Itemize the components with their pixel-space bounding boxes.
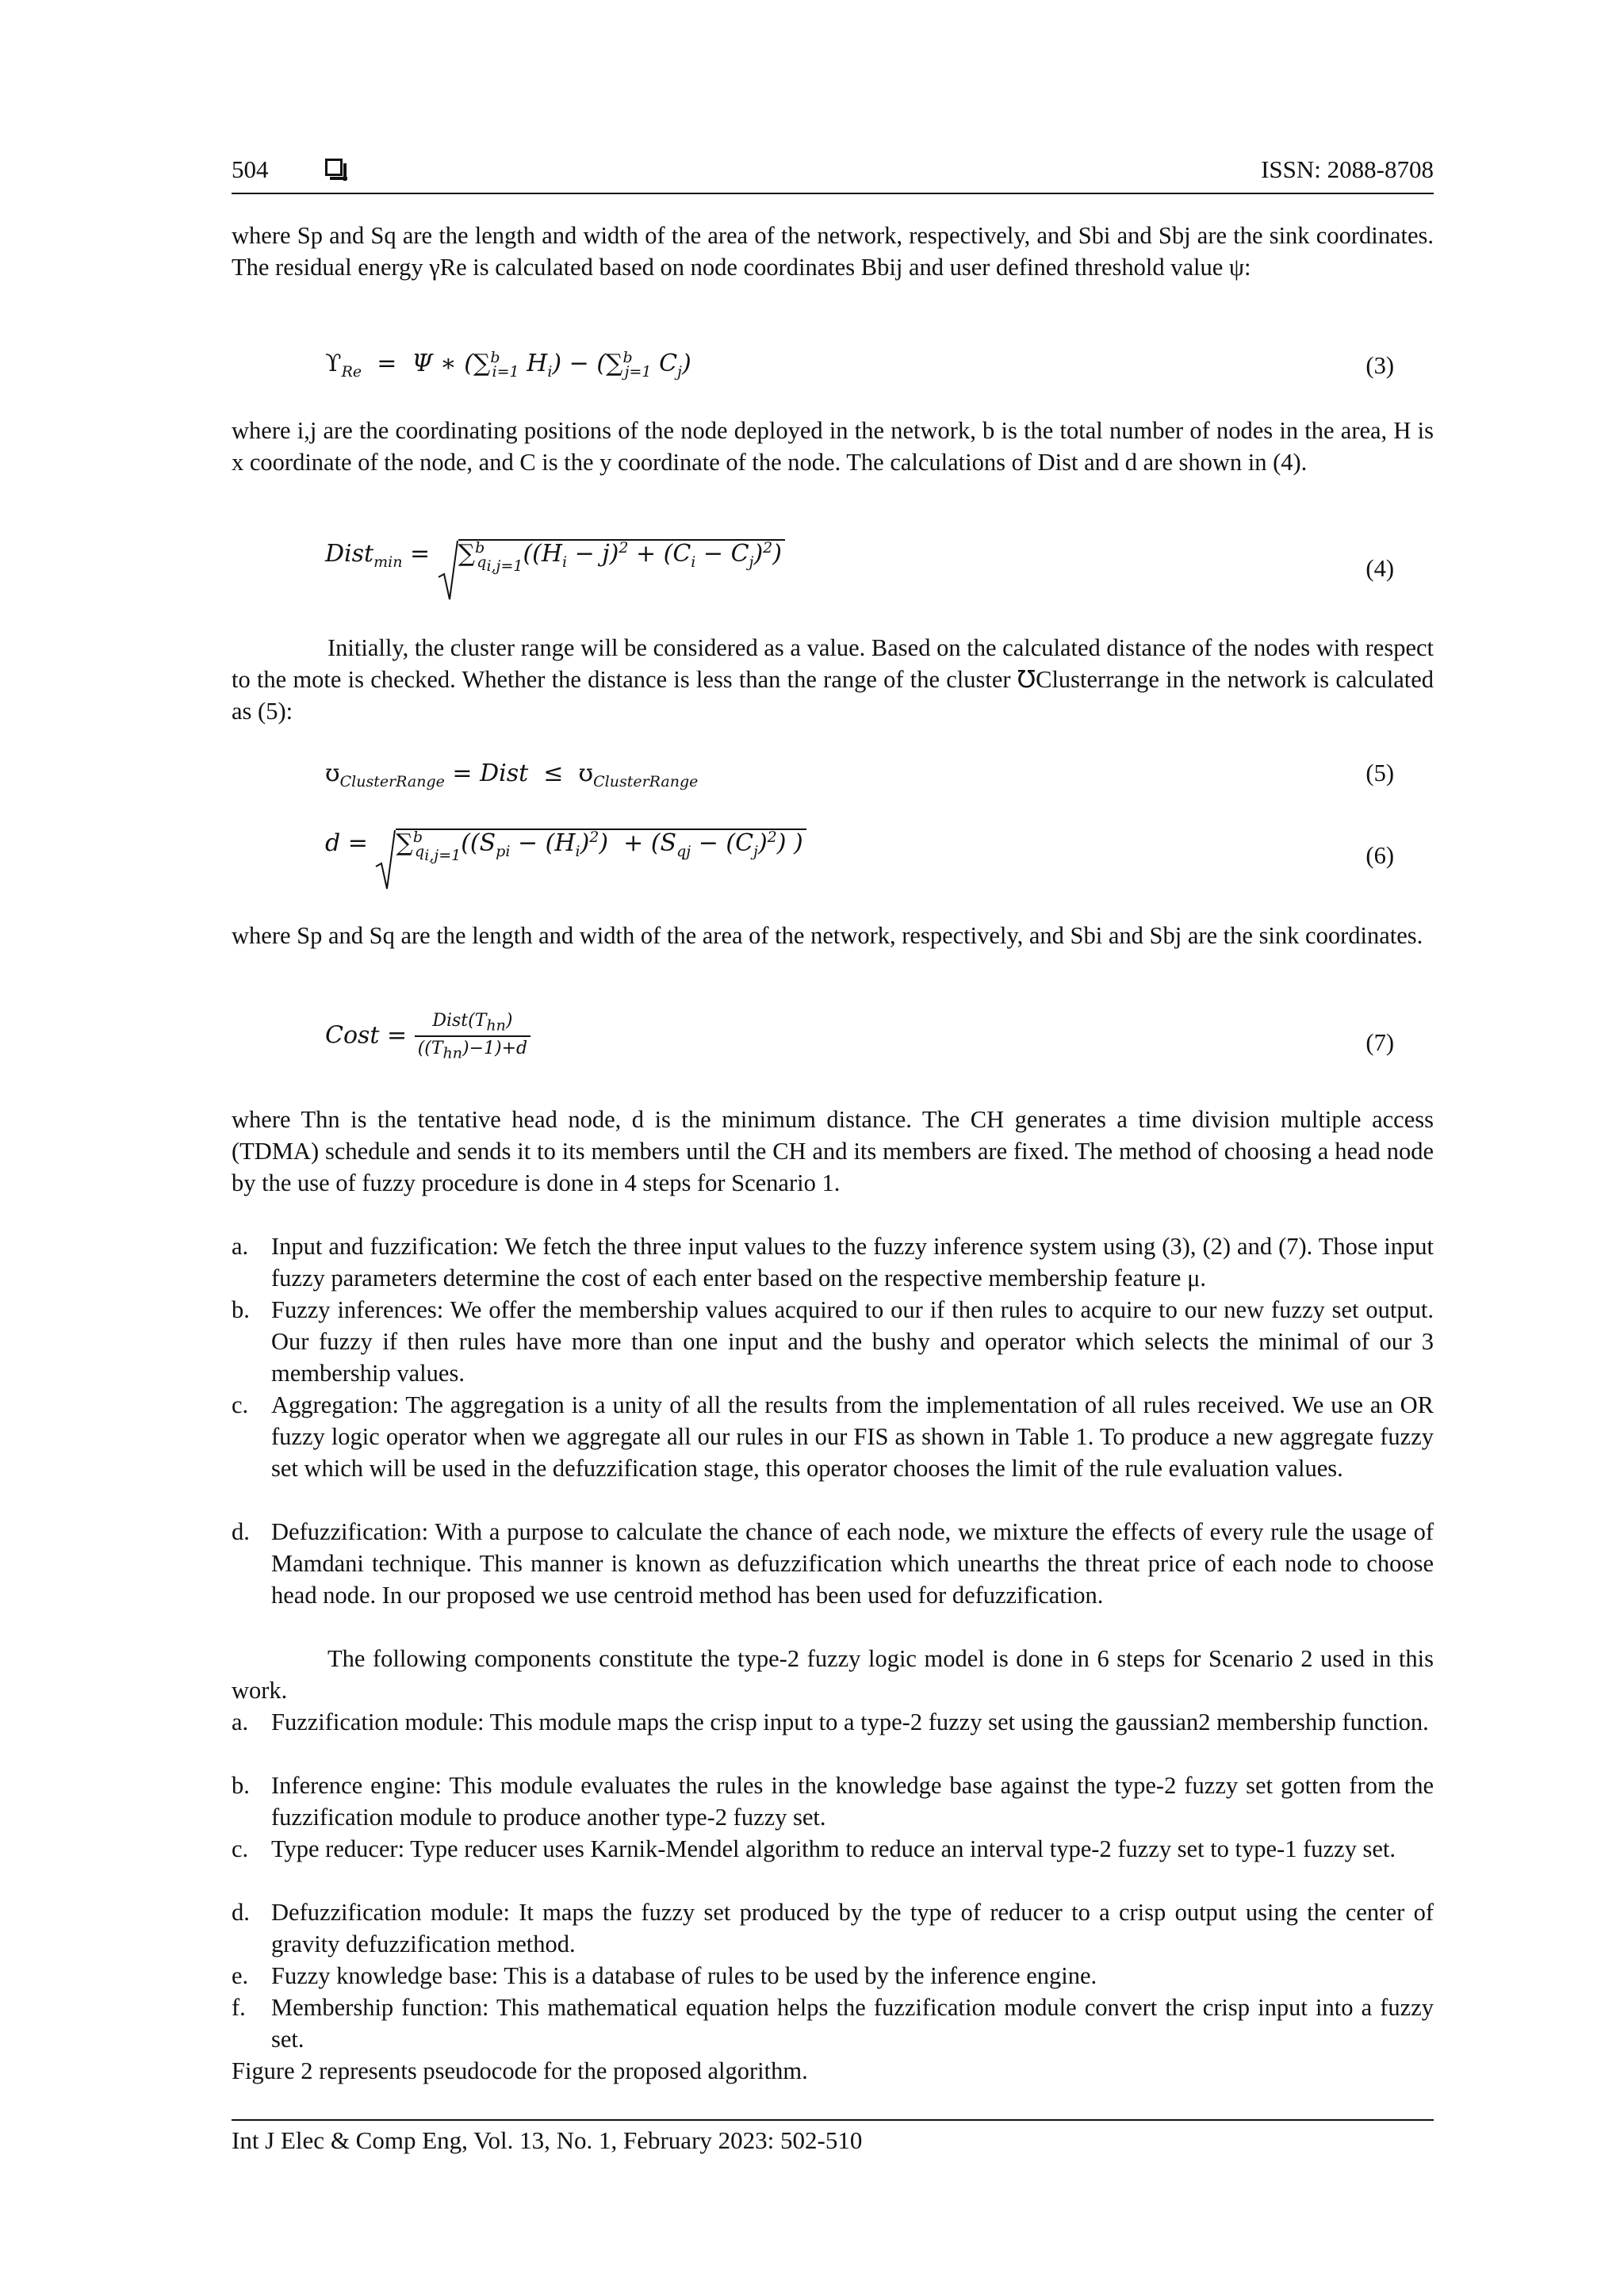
list-item: a. Fuzzification module: This module maps the crisp input to a type-2 fuzzy set using the gaussian2 membership function. <box>232 1709 1429 1735</box>
fraction: $\frac{Dist(T_{hn})}{((T_{hn})-1)+d}$ <box>415 1011 530 1062</box>
list-item: c. Type reducer: Type reducer uses Karnik-Mendel algorithm to reduce an interval type-2 fuzzy set to type-1 fuzzy set. <box>232 1835 1396 1862</box>
equation-5-number: (5) <box>1365 760 1394 786</box>
paragraph-6: The following components constitute the type-2 fuzzy logic model is done in 6 steps for Scenario 2 used in this work. <box>232 1645 1434 1704</box>
header-rule <box>232 193 1434 194</box>
paragraph-5: where Thn is the tentative head node, d is the minimum distance. The CH generates a time division multiple access (TDMA) schedule and sends it to its members until the CH and its members are fixed. The method of choosing a head node by the use of fuzzy procedure is done in 4 steps for Scenario 1. <box>232 1106 1434 1196</box>
equation-6: d = $\sum^b_{q_{i,j=1}}((S_{pi} - (H_i)^2) + (S_{qj} - (C_j)^2)$ ) <box>325 828 803 864</box>
list-item: c. Aggregation: The aggregation is a unity of all the results from the implementation of all rules received. We use an OR fuzzy logic operator when we aggregate all our rules in our FIS as shown in Table 1. To produce a new aggregate fuzzy set which will be used in the defuzzification stage, this operator chooses the limit of the rule evaluation values. <box>232 1391 1434 1482</box>
equation-3: $ϒ_{Re} = \Psi$ ∗ (∑$^b_{i=1}$ $H_i) - (\sum^b_{j=1}$ $C_j$) <box>325 349 691 381</box>
footer-rule <box>232 2119 1434 2121</box>
page-footer: Int J Elec & Comp Eng, Vol. 13, No. 1, February 2023: 502-510 <box>232 2126 863 2154</box>
list-item: e. Fuzzy knowledge base: This is a database of rules to be used by the inference engine. <box>232 1962 1097 1989</box>
list-item: f. Membership function: This mathematical equation helps the fuzzification module convert the crisp input into a fuzzy set. <box>232 1994 1434 2053</box>
sqrt-symbol: $\sum^b_{q_{i,j=1}}((S_{pi} - (H_i)^2) + (S_{qj} - (C_j)^2)$ ) <box>375 828 802 864</box>
equation-4: Dist$_{min}$ = $\sum^b_{q_{i,j=1}}((H_i - j)^2 + (C_i - C_j)^2)$ <box>325 539 782 575</box>
paragraph-2: where i,j are the coordinating positions of the node deployed in the network, b is the total number of nodes in the area, H is x coordinate of the node, and C is the y coordinate of the node. The calculations of Dist and d are shown in (4). <box>232 417 1434 476</box>
box-icon <box>325 159 343 176</box>
page-number: 504 <box>232 155 269 183</box>
list-item: d. Defuzzification module: It maps the fuzzy set produced by the type of reducer to a crisp output using the center of gravity defuzzification method. <box>232 1899 1434 1957</box>
equation-3-number: (3) <box>1365 352 1394 379</box>
equation-4-number: (4) <box>1365 555 1394 582</box>
paragraph-3: Initially, the cluster range will be considered as a value. Based on the calculated distance of the nodes with respect to the mote is checked. Whether the distance is less than the range of the cluster ℧Clusterrange in the network is calculated as (5): <box>232 634 1434 725</box>
page-header <box>232 155 1434 192</box>
equation-6-number: (6) <box>1365 842 1394 869</box>
list-item: a. Input and fuzzification: We fetch the three input values to the fuzzy inference system using (3), (2) and (7). Those input fuzzy parameters determine the cost of each enter based on the respective membership feature μ. <box>232 1233 1434 1292</box>
equation-7-number: (7) <box>1365 1029 1394 1056</box>
issn: ISSN: 2088-8708 <box>1261 155 1434 183</box>
paragraph-4: where Sp and Sq are the length and width of the area of the network, respectively, and Sbi and Sbj are the sink coordinates. <box>232 922 1423 949</box>
sqrt-symbol: $\sum^b_{q_{i,j=1}}((H_i - j)^2 + (C_i - C_j)^2)$ <box>438 539 782 575</box>
list-item: d. Defuzzification: With a purpose to calculate the chance of each node, we mixture the effects of every rule the usage of Mamdani technique. This manner is known as defuzzification which unearths the threat price of each node to choose head node. In our proposed we use centroid method has been used for defuzzification. <box>232 1518 1434 1609</box>
paragraph-7: Figure 2 represents pseudocode for the proposed algorithm. <box>232 2057 808 2084</box>
equation-7: Cost = $\frac{Dist(T_{hn})}{((T_{hn})-1)+d}$ <box>325 1011 530 1062</box>
equation-5: ʊ$_{ClusterRange}$ = Dist ≤ ʊ$_{ClusterRange}$ <box>325 760 699 790</box>
paragraph-1: where Sp and Sq are the length and width of the area of the network, respectively, and Sbi and Sbj are the sink coordinates. The residual energy γRe is calculated based on node coordinates Bbij and user defined threshold value ψ: <box>232 222 1434 281</box>
list-item: b. Inference engine: This module evaluates the rules in the knowledge base against the type-2 fuzzy set gotten from the fuzzification module to produce another type-2 fuzzy set. <box>232 1772 1434 1831</box>
list-item: b. Fuzzy inferences: We offer the membership values acquired to our if then rules to acquire to our new fuzzy set output. Our fuzzy if then rules have more than one input and the bushy and operator which selects the minimal of our 3 membership values. <box>232 1296 1434 1387</box>
